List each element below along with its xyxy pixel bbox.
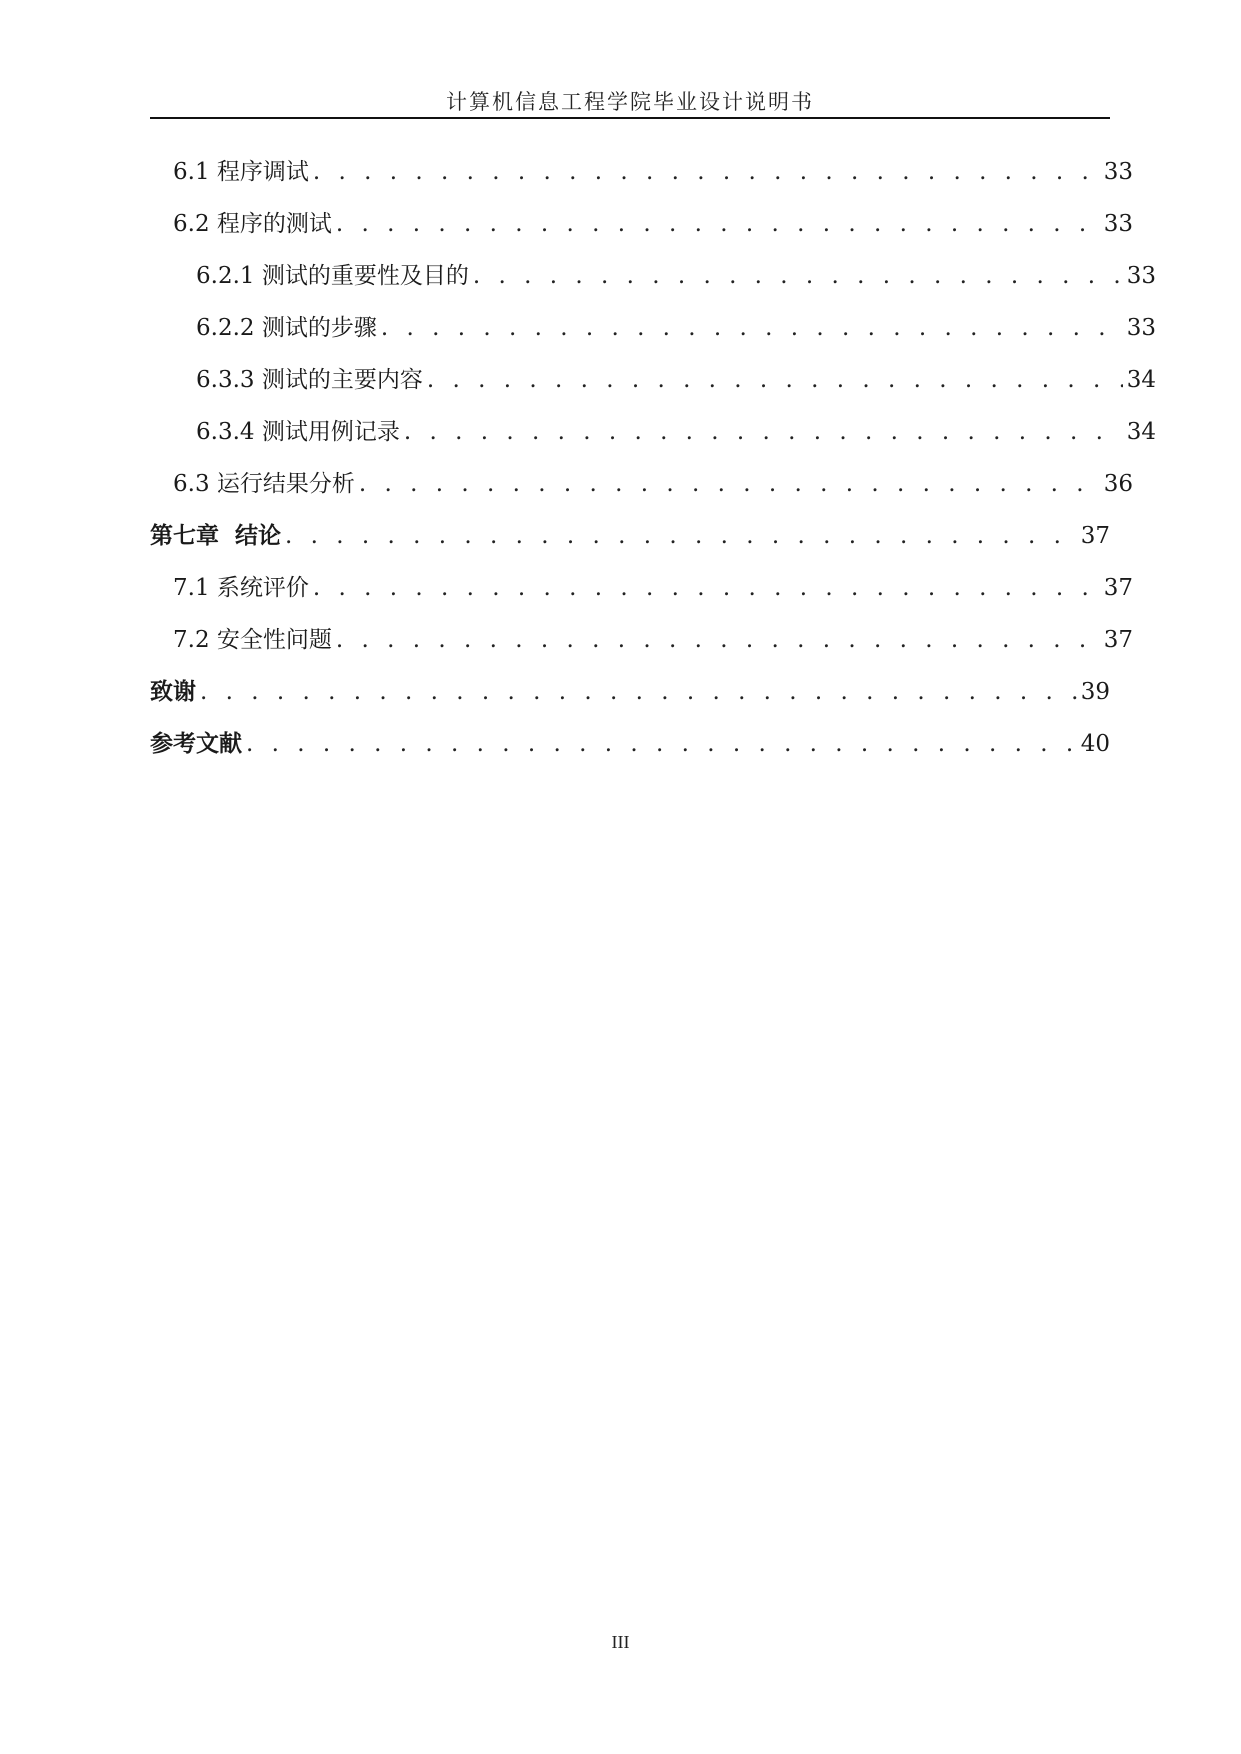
toc-entry-title: 6.1 程序调试	[173, 159, 309, 185]
toc-dot-leader	[381, 308, 1123, 348]
toc-entry[interactable]	[150, 412, 1156, 452]
toc-dot-leader	[313, 568, 1100, 608]
toc-entry-page: 37	[1103, 575, 1133, 601]
toc-dot-leader	[404, 412, 1123, 452]
toc-entry-page: 36	[1103, 471, 1133, 497]
toc-entry-title: 7.1 系统评价	[173, 575, 309, 601]
toc-entry-page: 40	[1080, 731, 1110, 757]
toc-entry-title: 6.3.3 测试的主要内容	[196, 367, 423, 393]
toc-entry-page: 33	[1126, 263, 1156, 289]
toc-entry-page: 37	[1080, 523, 1110, 549]
page-number: III	[611, 1632, 630, 1652]
toc-entry-page: 34	[1126, 367, 1156, 393]
toc-entry-title: 7.2 安全性问题	[173, 627, 332, 653]
toc-dot-leader	[473, 256, 1123, 296]
toc-entry[interactable]	[150, 620, 1133, 660]
toc-entry-page: 39	[1080, 679, 1110, 705]
toc-dot-leader	[336, 620, 1100, 660]
toc-dot-leader	[336, 204, 1100, 244]
toc-dot-leader	[200, 672, 1077, 712]
toc-entry-page: 33	[1103, 211, 1133, 237]
toc-dot-leader	[313, 152, 1100, 192]
toc-dot-leader	[427, 360, 1123, 400]
toc-entry[interactable]	[150, 308, 1156, 348]
toc-entry[interactable]	[150, 360, 1156, 400]
toc-entry[interactable]	[150, 152, 1133, 192]
toc-entry[interactable]	[150, 568, 1133, 608]
toc-entry-title: 第七章 结论	[150, 523, 282, 549]
toc-entry-title: 6.3.4 测试用例记录	[196, 419, 400, 445]
toc-entry[interactable]	[150, 204, 1133, 244]
toc-entry-title: 6.2 程序的测试	[173, 211, 332, 237]
toc-chapter-entry[interactable]	[150, 672, 1110, 712]
header-rule	[150, 117, 1110, 119]
running-header: 计算机信息工程学院毕业设计说明书	[446, 90, 814, 114]
toc-entry-title: 致谢	[150, 679, 196, 705]
toc-entry[interactable]	[150, 256, 1156, 296]
toc-entry-page: 37	[1103, 627, 1133, 653]
toc-dot-leader	[285, 516, 1077, 556]
toc-entry-page: 34	[1126, 419, 1156, 445]
toc-entry-title: 6.2.1 测试的重要性及目的	[196, 263, 469, 289]
toc-dot-leader	[246, 724, 1077, 764]
toc-entry[interactable]	[150, 464, 1133, 504]
toc-entry-title: 参考文献	[150, 731, 242, 757]
toc-entry-title: 6.2.2 测试的步骤	[196, 315, 377, 341]
toc-dot-leader	[359, 464, 1100, 504]
toc-entry-page: 33	[1126, 315, 1156, 341]
toc-entry-page: 33	[1103, 159, 1133, 185]
toc-entry-title: 6.3 运行结果分析	[173, 471, 355, 497]
toc-chapter-entry[interactable]	[150, 724, 1110, 764]
toc-chapter-entry[interactable]	[150, 516, 1110, 556]
